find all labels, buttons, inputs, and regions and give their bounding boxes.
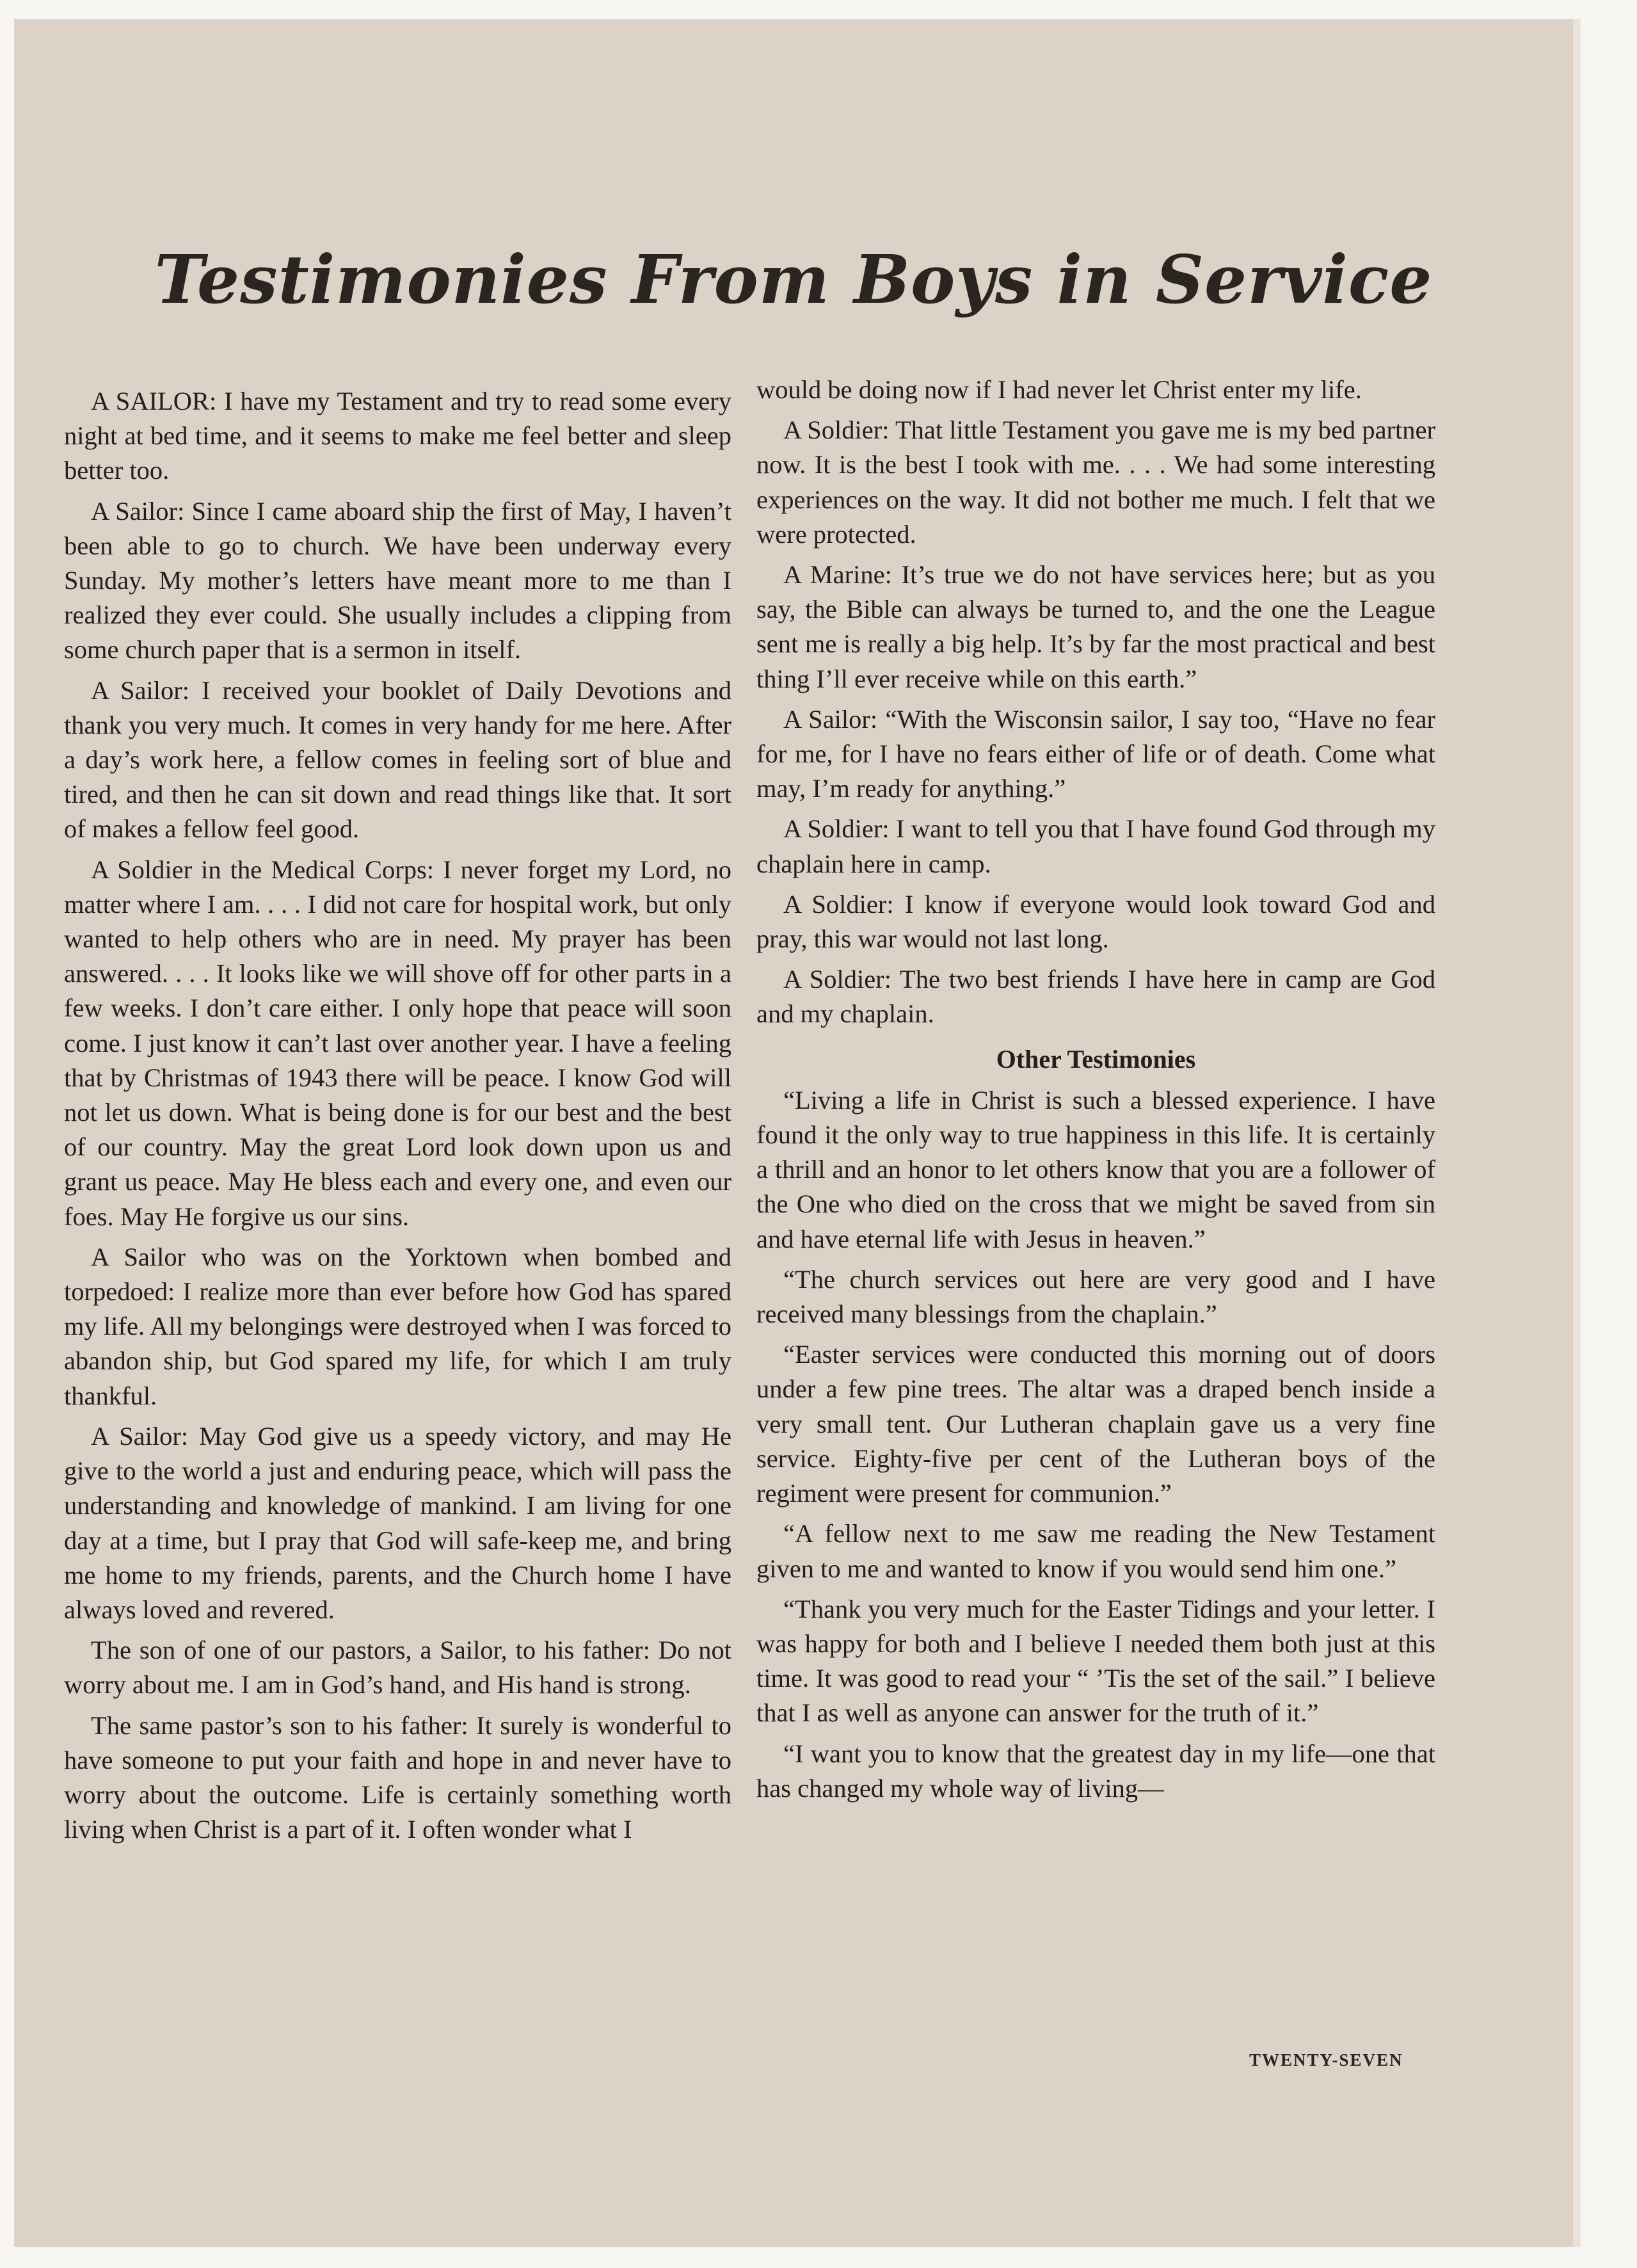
testimony-paragraph: A Soldier in the Medical Corps: I never forget my Lord, no matter where I am. . . . I did not care for hospital work, but only wanted to help others who are in need. My prayer has been answered. . . . It looks like we will shove off for other parts in a few weeks. I don’t care either. I only hope that peace will soon come. I just know it can’t last over another year. I have a feeling that by Christmas of 1943 there will be peace. I know God will not let us down. What is being done is for our best and the best of our country. May the great Lord look down upon us and grant us peace. May He bless each and every one, and even our foes. May He forgive us our sins. [64,855,731,1231]
testimony-paragraph: A Soldier: That little Testament you gave me is my bed partner now. It is the best I took with me. . . . We had some interesting experiences on the way. It did not bother me much. I felt that we were protected. [756,415,1435,549]
testimony-paragraph: “Living a life in Christ is such a blessed experience. I have found it the only way to true happiness in this life. It is certainly a thrill and an honor to let others know that you are a follower of the One who died on the cross that we might be saved from sin and have eternal life with Jesus in heaven.” [756,1085,1435,1253]
testimony-paragraph: “The church services out here are very good and I have received many blessings from the chaplain.” [756,1264,1435,1329]
testimony-paragraph: would be doing now if I had never let Christ enter my life. [756,375,1362,404]
testimony-paragraph: A Sailor: May God give us a speedy victory, and may He give to the world a just and enduring peace, which will pass the understanding and knowledge of mankind. I am living for one day at a time, but I pray that God will safe-keep me, and bring me home to my friends, parents, and the Church home I have always loved and revered. [64,1421,731,1624]
testimony-paragraph: A Marine: It’s true we do not have services here; but as you say, the Bible can always be turned to, and the one the League sent me is really a big help. It’s by far the most practical and best thing I’ll ever receive while on this earth.” [756,560,1435,693]
left-column [64,384,731,1853]
page-number: TWENTY-SEVEN [1249,2050,1403,2070]
section-heading: Other Testimonies [996,1044,1196,1074]
page-edge [1573,19,1581,2247]
testimony-paragraph: “I want you to know that the greatest day in my life—one that has changed my whole way of living— [756,1739,1435,1803]
page-title: Testimonies From Boys in Service [154,240,1433,319]
testimony-paragraph: A Sailor: I received your booklet of Daily Devotions and thank you very much. It comes in very handy for me here. After a day’s work here, a fellow comes in feeling sort of blue and tired, and then he can sit down and read things like that. It sort of makes a fellow feel good. [64,675,731,844]
testimony-paragraph: “Thank you very much for the Easter Tidings and your letter. I was happy for both and I believe I needed them both just at this time. It was good to read your “ ’Tis the set of the sail.” I believe that I as well as anyone can answer for the truth of it.” [756,1594,1435,1728]
testimony-paragraph: A Sailor who was on the Yorktown when bombed and torpedoed: I realize more than ever before how God has spared my life. All my belongings were destroyed when I was forced to abandon ship, but God spared my life, for which I am truly thankful. [64,1242,731,1410]
right-column [756,373,1435,1812]
testimony-paragraph: A Soldier: The two best friends I have here in camp are God and my chaplain. [756,965,1435,1029]
magazine-page [14,19,1573,2247]
testimony-paragraph: A Soldier: I want to tell you that I have found God through my chaplain here in camp. [756,814,1435,878]
testimony-paragraph: “Easter services were conducted this morning out of doors under a few pine trees. The altar was a draped bench inside a very small tent. Our Lutheran chaplain gave us a very fine service. Eighty-five per cent of the Lutheran boys of the regiment were present for communion.” [756,1340,1435,1508]
testimony-paragraph: A Sailor: “With the Wisconsin sailor, I say too, “Have no fear for me, for I have no fears either of life or of death. Come what may, I’m ready for anything.” [756,704,1435,803]
testimony-paragraph: “A fellow next to me saw me reading the New Testament given to me and wanted to know if you would send him one.” [756,1519,1435,1583]
testimony-paragraph: The son of one of our pastors, a Sailor, to his father: Do not worry about me. I am in God’s hand, and His hand is strong. [64,1636,731,1700]
testimony-paragraph: A SAILOR: I have my Testament and try to read some every night at bed time, and it seems to make me feel better and sleep better too. [64,387,731,485]
testimony-paragraph: A Sailor: Since I came aboard ship the first of May, I haven’t been able to go to church. We have been underway every Sunday. My mother’s letters have meant more to me than I realized they ever could. She usually includes a clipping from some church paper that is a sermon in itself. [64,496,731,664]
testimony-paragraph: The same pastor’s son to his father: It surely is wonderful to have someone to put your faith and hope in and never have to worry about the outcome. Life is certainly something worth living when Christ is a part of it. I often wonder what I [64,1710,731,1844]
testimony-paragraph: A Soldier: I know if everyone would look toward God and pray, this war would not last long. [756,889,1435,954]
